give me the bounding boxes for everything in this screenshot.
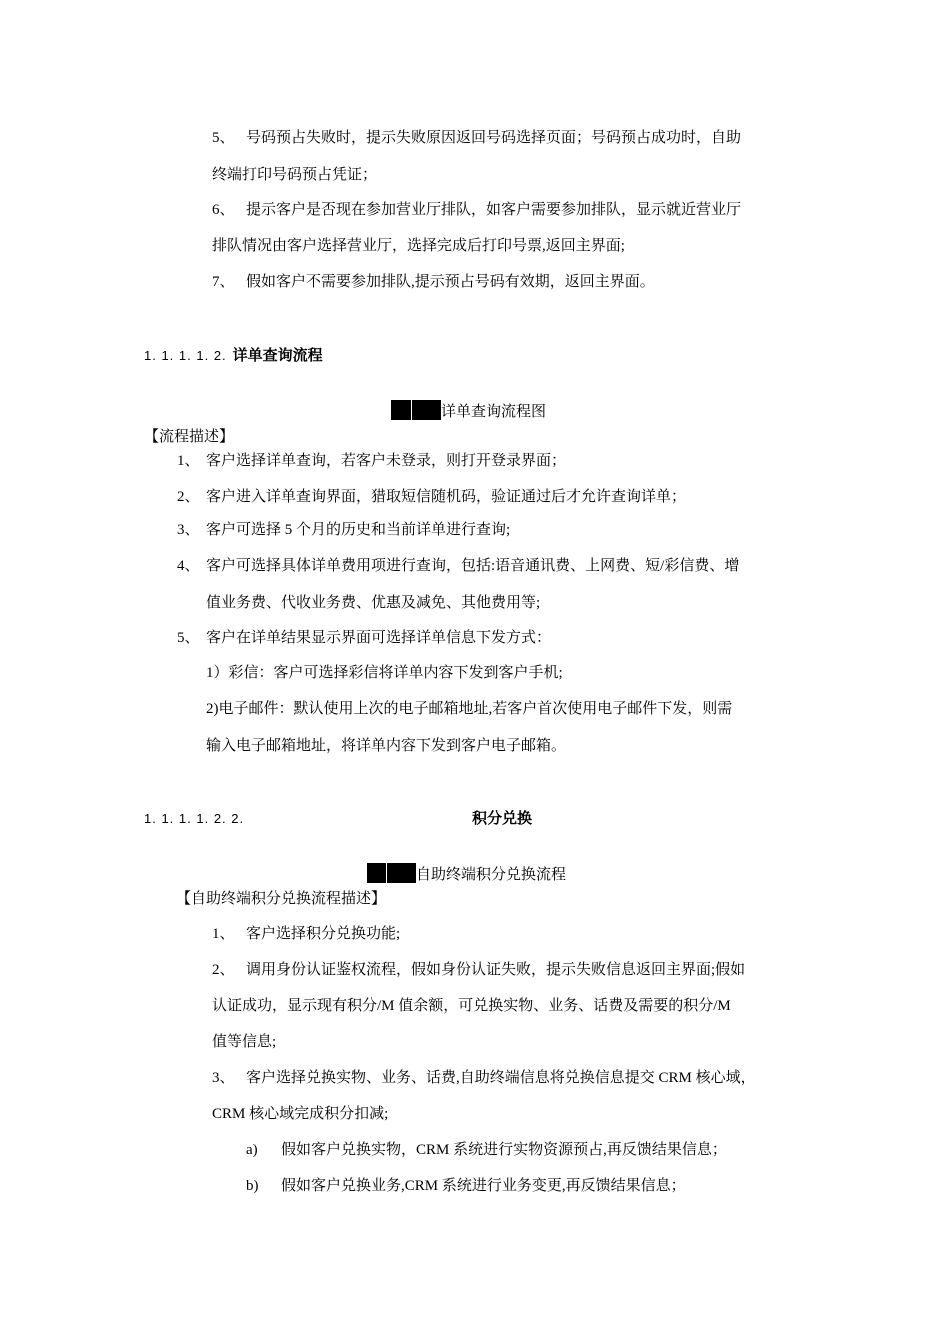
list-text: 调用身份认证鉴权流程，假如身份认证失败，提示失败信息返回主界面;假如 — [246, 962, 746, 978]
list-number: 2、 — [177, 489, 200, 505]
list-number: 3、 — [212, 1070, 235, 1086]
list-number: 6、 — [212, 202, 235, 218]
heading-number: 1. 1. 1. 1. 2. — [144, 348, 227, 363]
list-item-2-continuation: 认证成功，显示现有积分/M 值余额，可兑换实物、业务、话费及需要的积分/M — [212, 998, 731, 1014]
list-item-6 — [212, 200, 741, 220]
list-item-5 — [177, 628, 551, 648]
list-number: 5、 — [212, 130, 235, 146]
caption-text: 详单查询流程图 — [441, 404, 547, 420]
list-text: 假如客户不需要参加排队,提示预占号码有效期，返回主界面。 — [246, 274, 655, 290]
list-letter: b) — [246, 1178, 259, 1194]
list-item-4 — [177, 556, 739, 576]
list-item-1 — [212, 924, 400, 944]
list-text: 客户在详单结果显示界面可选择详单信息下发方式： — [206, 630, 552, 646]
list-number: 1、 — [177, 453, 200, 469]
list-text: 假如客户兑换实物，CRM 系统进行实物资源预占,再反馈结果信息； — [281, 1142, 727, 1158]
list-text: 提示客户是否现在参加营业厅排队，如客户需要参加排队，显示就近营业厅 — [246, 202, 742, 218]
sub-item-a — [246, 1140, 727, 1160]
section-heading-points-exchange-title — [472, 809, 532, 829]
list-item-7 — [212, 272, 655, 292]
list-text: 客户可选择具体详单费用项进行查询，包括:语音通讯费、上网费、短/彩信费、增 — [206, 558, 740, 574]
list-item-3 — [177, 520, 510, 540]
list-number: 3、 — [177, 522, 200, 538]
caption-text: 自助终端积分兑换流程 — [416, 867, 567, 883]
heading-number: 1. 1. 1. 1. 2. 2. — [144, 811, 245, 826]
list-text: 客户选择积分兑换功能; — [246, 926, 401, 942]
list-text: 假如客户兑换业务,CRM 系统进行业务变更,再反馈结果信息； — [281, 1178, 686, 1194]
list-item-2 — [177, 487, 686, 507]
redaction-block — [367, 863, 386, 883]
description-label: 【自助终端积分兑换流程描述】 — [176, 891, 387, 907]
list-item-1 — [177, 451, 566, 471]
list-item-3-continuation: CRM 核心域完成积分扣减; — [212, 1106, 389, 1122]
list-text: 客户进入详单查询界面，猎取短信随机码，验证通过后才允许查询详单； — [206, 489, 687, 505]
list-text: 客户可选择 5 个月的历史和当前详单进行查询; — [206, 522, 511, 538]
list-text: 客户选择详单查询，若客户未登录，则打开登录界面； — [206, 453, 567, 469]
list-text: 客户选择兑换实物、业务、话费,自助终端信息将兑换信息提交 CRM 核心域， — [246, 1070, 756, 1086]
heading-title: 详单查询流程 — [232, 347, 323, 364]
list-item-5-continuation: 终端打印号码预占凭证； — [212, 167, 378, 183]
list-item-3 — [212, 1068, 756, 1088]
sub-item-email-continuation: 输入电子邮箱地址，将详单内容下发到客户电子邮箱。 — [206, 738, 567, 754]
redaction-block — [391, 400, 411, 420]
sub-item-email: 2)电子邮件：默认使用上次的电子邮箱地址,若客户首次使用电子邮件下发，则需 — [206, 701, 733, 717]
list-number: 4、 — [177, 558, 200, 574]
heading-title: 积分兑换 — [472, 810, 533, 827]
list-letter: a) — [246, 1142, 258, 1158]
list-item-2 — [212, 960, 745, 980]
list-item-2-continuation: 值等信息; — [212, 1034, 277, 1050]
figure-caption — [367, 863, 566, 885]
list-text: 号码预占失败时，提示失败原因返回号码选择页面；号码预占成功时，自助 — [246, 130, 742, 146]
list-item-6-continuation: 排队情况由客户选择营业厅，选择完成后打印号票,返回主界面; — [212, 238, 625, 254]
list-number: 5、 — [177, 630, 200, 646]
section-heading-detail-query — [144, 346, 323, 366]
redaction-block — [387, 863, 416, 883]
description-label: 【流程描述】 — [144, 429, 235, 445]
list-number: 1、 — [212, 926, 235, 942]
redaction-block — [412, 400, 441, 420]
section-heading-points-exchange-number — [144, 809, 244, 829]
list-number: 7、 — [212, 274, 235, 290]
sub-item-b — [246, 1176, 686, 1196]
list-item-4-continuation: 值业务费、代收业务费、优惠及减免、其他费用等; — [206, 595, 541, 611]
list-item-5 — [212, 128, 741, 148]
sub-item-mms: 1）彩信：客户可选择彩信将详单内容下发到客户手机; — [206, 665, 563, 681]
figure-caption — [391, 400, 546, 422]
list-number: 2、 — [212, 962, 235, 978]
